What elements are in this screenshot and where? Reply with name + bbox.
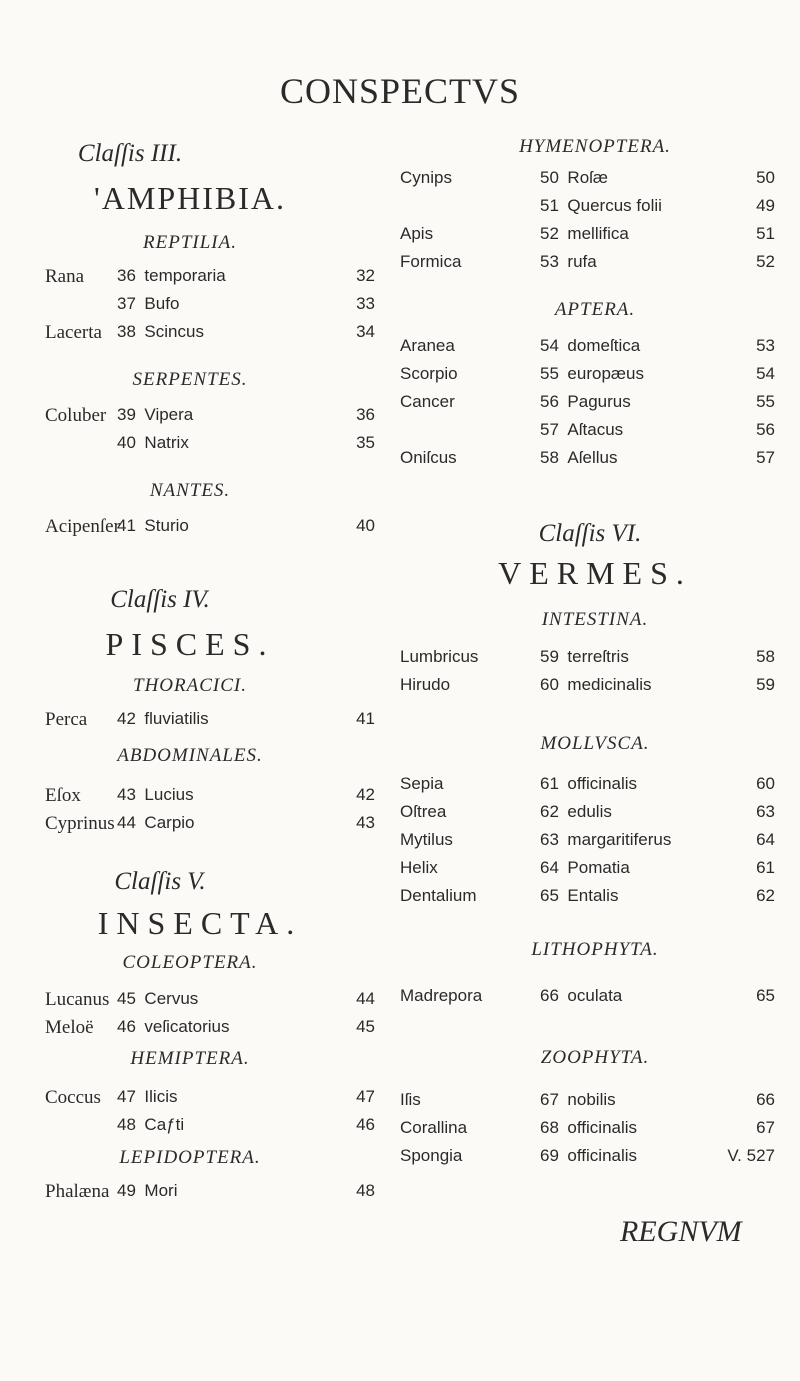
page-number: 42 xyxy=(356,785,375,804)
species-entry xyxy=(117,322,204,342)
list-item xyxy=(45,1017,375,1045)
species-number: 52 xyxy=(540,224,559,243)
list-item xyxy=(400,224,775,252)
species-number: 60 xyxy=(540,675,559,694)
species-number: 63 xyxy=(540,830,559,849)
classis-4-heading: Claſſis IV. xyxy=(110,586,210,613)
genus-name: Cynips xyxy=(400,168,452,187)
list-item xyxy=(45,989,375,1017)
species-number: 58 xyxy=(540,448,559,467)
list-item xyxy=(400,774,775,802)
species-number: 57 xyxy=(540,420,559,439)
species-number: 62 xyxy=(540,802,559,821)
species-entry xyxy=(540,168,608,188)
page-number: 56 xyxy=(756,420,775,439)
genus-name: Coccus xyxy=(45,1087,101,1108)
list-item xyxy=(45,266,375,294)
species-number: 46 xyxy=(117,1017,136,1036)
species-name: oculata xyxy=(567,986,623,1005)
list-item xyxy=(400,802,775,830)
species-name: Cervus xyxy=(144,989,199,1008)
species-number: 59 xyxy=(540,647,559,666)
page-number: 50 xyxy=(756,168,775,187)
list-item xyxy=(400,196,775,224)
species-entry xyxy=(117,516,189,536)
species-name: Aſellus xyxy=(567,448,618,467)
page-number: 34 xyxy=(356,322,375,341)
species-name: temporaria xyxy=(144,266,226,285)
species-entry xyxy=(540,858,630,878)
section-heading-thoracici: THORACICI. xyxy=(133,675,247,696)
species-name: officinalis xyxy=(567,1118,638,1137)
genus-name: Apis xyxy=(400,224,434,243)
genus-name: Oniſcus xyxy=(400,448,457,467)
list-item xyxy=(45,405,375,433)
species-number: 69 xyxy=(540,1146,559,1165)
species-name: Roſæ xyxy=(567,168,609,187)
list-item xyxy=(400,647,775,675)
species-number: 40 xyxy=(117,433,136,452)
species-name: Pomatia xyxy=(567,858,630,877)
species-number: 50 xyxy=(540,168,559,187)
page-number: 33 xyxy=(356,294,375,313)
list-item xyxy=(400,364,775,392)
species-entry xyxy=(117,785,194,805)
species-entry xyxy=(540,420,623,440)
genus-name: Aranea xyxy=(400,336,455,355)
section-heading-serpentes: SERPENTES. xyxy=(132,369,248,390)
species-entry xyxy=(117,294,179,314)
species-name: margaritiferus xyxy=(567,830,672,849)
species-entry xyxy=(540,1090,616,1110)
page-number: 62 xyxy=(756,886,775,905)
page-number: 60 xyxy=(756,774,775,793)
species-name: edulis xyxy=(567,802,612,821)
page-number: 57 xyxy=(756,448,775,467)
species-number: 42 xyxy=(117,709,136,728)
genus-name: Scorpio xyxy=(400,364,458,383)
genus-name: Phalæna xyxy=(45,1181,110,1202)
section-heading-hemiptera: HEMIPTERA. xyxy=(130,1048,250,1069)
species-entry xyxy=(117,989,198,1009)
genus-name: Acipenſer xyxy=(45,516,120,537)
species-entry xyxy=(540,224,629,244)
species-name: Ilicis xyxy=(144,1087,178,1106)
page-number: 47 xyxy=(356,1087,375,1106)
species-entry xyxy=(540,986,622,1006)
list-item xyxy=(400,830,775,858)
species-entry xyxy=(540,364,644,384)
page-number: 45 xyxy=(356,1017,375,1036)
list-item xyxy=(45,516,375,544)
species-number: 54 xyxy=(540,336,559,355)
page-number: 53 xyxy=(756,336,775,355)
classis-3-heading: Claſſis III. xyxy=(77,140,183,167)
species-entry xyxy=(117,1017,229,1037)
classis-6-heading: Claſſis VI. xyxy=(538,520,642,547)
genus-name: Spongia xyxy=(400,1146,463,1165)
species-entry xyxy=(117,1181,177,1201)
page-number: 46 xyxy=(356,1115,375,1134)
species-name: domeſtica xyxy=(567,336,641,355)
genus-name: Helix xyxy=(400,858,438,877)
list-item xyxy=(400,675,775,703)
species-number: 44 xyxy=(117,813,136,832)
genus-name: Eſox xyxy=(45,785,81,806)
species-entry xyxy=(117,709,209,729)
genus-name: Iſis xyxy=(400,1090,421,1109)
species-number: 39 xyxy=(117,405,136,424)
genus-name: Hirudo xyxy=(400,675,451,694)
page-number: 41 xyxy=(356,709,375,728)
species-entry xyxy=(540,830,671,850)
species-name: mellifica xyxy=(567,224,629,243)
list-item xyxy=(45,785,375,813)
page-number: 58 xyxy=(756,647,775,666)
genus-name: Cancer xyxy=(400,392,455,411)
section-heading-aptera: APTERA. xyxy=(554,299,636,320)
species-number: 67 xyxy=(540,1090,559,1109)
page-number: 67 xyxy=(756,1118,775,1137)
species-entry xyxy=(540,1146,637,1166)
list-item xyxy=(400,168,775,196)
page-number: 66 xyxy=(756,1090,775,1109)
species-entry xyxy=(117,433,189,453)
list-item xyxy=(45,1181,375,1209)
page-number: V. 527 xyxy=(727,1146,775,1165)
page-title: CONSPECTVS xyxy=(279,71,521,111)
genus-name: Cyprinus xyxy=(45,813,115,834)
page-number: 65 xyxy=(756,986,775,1005)
page-number: 40 xyxy=(356,516,375,535)
species-number: 37 xyxy=(117,294,136,313)
species-number: 53 xyxy=(540,252,559,271)
list-item xyxy=(400,420,775,448)
genus-name: Meloë xyxy=(45,1017,94,1038)
species-name: Entalis xyxy=(567,886,619,905)
species-name: Mori xyxy=(144,1181,178,1200)
species-name: Vipera xyxy=(144,405,194,424)
classis-5-name: INSECTA. xyxy=(97,905,303,941)
species-number: 61 xyxy=(540,774,559,793)
genus-name: Madrepora xyxy=(400,986,483,1005)
species-number: 48 xyxy=(117,1115,136,1134)
page-number: 43 xyxy=(356,813,375,832)
page-number: 32 xyxy=(356,266,375,285)
classis-6-name: VERMES. xyxy=(498,555,692,591)
species-name: veſicatorius xyxy=(144,1017,230,1036)
species-number: 55 xyxy=(540,364,559,383)
species-number: 38 xyxy=(117,322,136,341)
list-item xyxy=(400,1118,775,1146)
section-heading-lithophyta: LITHOPHYTA. xyxy=(531,939,659,960)
species-name: Natrix xyxy=(144,433,189,452)
genus-name: Oſtrea xyxy=(400,802,447,821)
species-number: 49 xyxy=(117,1181,136,1200)
species-entry xyxy=(540,774,637,794)
section-heading-lepidoptera: LEPIDOPTERA. xyxy=(119,1147,261,1168)
section-heading-mollusca: MOLLVSCA. xyxy=(540,733,650,754)
species-number: 36 xyxy=(117,266,136,285)
species-number: 64 xyxy=(540,858,559,877)
list-item xyxy=(45,294,375,322)
page-number: 61 xyxy=(756,858,775,877)
section-heading-intestina: INTESTINA. xyxy=(541,609,649,630)
genus-name: Corallina xyxy=(400,1118,468,1137)
species-name: medicinalis xyxy=(567,675,652,694)
species-number: 65 xyxy=(540,886,559,905)
section-heading-nantes: NANTES. xyxy=(149,480,231,501)
page-number: 44 xyxy=(356,989,375,1008)
page-number: 48 xyxy=(356,1181,375,1200)
species-entry xyxy=(540,647,629,667)
species-name: officinalis xyxy=(567,774,638,793)
species-number: 56 xyxy=(540,392,559,411)
genus-name: Rana xyxy=(45,266,85,287)
list-item xyxy=(45,1115,375,1143)
genus-name: Sepia xyxy=(400,774,444,793)
page-number: 35 xyxy=(356,433,375,452)
species-number: 45 xyxy=(117,989,136,1008)
species-name: rufa xyxy=(567,252,597,271)
list-item xyxy=(400,1090,775,1118)
list-item xyxy=(400,858,775,886)
species-entry xyxy=(117,266,226,286)
species-name: fluviatilis xyxy=(144,709,209,728)
section-heading-reptilia: REPTILIA. xyxy=(143,232,237,253)
species-name: Scincus xyxy=(144,322,204,341)
species-name: terreſtris xyxy=(567,647,629,666)
species-name: Pagurus xyxy=(567,392,631,411)
genus-name: Lumbricus xyxy=(400,647,479,666)
species-number: 68 xyxy=(540,1118,559,1137)
list-item xyxy=(400,986,775,1014)
species-entry xyxy=(540,196,662,216)
list-item xyxy=(400,448,775,476)
list-item xyxy=(400,886,775,914)
page-number: 64 xyxy=(756,830,775,849)
page-number: 51 xyxy=(756,224,775,243)
list-item xyxy=(45,709,375,737)
species-number: 51 xyxy=(540,196,559,215)
species-name: europæus xyxy=(567,364,644,383)
list-item xyxy=(45,433,375,461)
list-item xyxy=(400,1146,775,1174)
species-entry xyxy=(540,336,640,356)
genus-name: Lucanus xyxy=(45,989,110,1010)
species-entry xyxy=(117,1087,177,1107)
genus-name: Coluber xyxy=(45,405,107,426)
section-heading-coleoptera: COLEOPTERA. xyxy=(122,952,258,973)
section-heading-abdominales: ABDOMINALES. xyxy=(117,745,263,766)
page-number: 49 xyxy=(756,196,775,215)
genus-name: Mytilus xyxy=(400,830,453,849)
species-name: Lucius xyxy=(144,785,194,804)
species-number: 66 xyxy=(540,986,559,1005)
page-number: 55 xyxy=(756,392,775,411)
species-entry xyxy=(117,813,195,833)
section-heading-hymenoptera: HYMENOPTERA. xyxy=(519,136,671,157)
page-number: 36 xyxy=(356,405,375,424)
species-name: Carpio xyxy=(144,813,195,832)
species-entry xyxy=(540,675,652,695)
list-item xyxy=(45,322,375,350)
catchword: REGNVM xyxy=(620,1215,742,1248)
genus-name: Lacerta xyxy=(45,322,102,343)
list-item xyxy=(400,336,775,364)
species-number: 41 xyxy=(117,516,136,535)
list-item xyxy=(45,1087,375,1115)
species-entry xyxy=(540,448,618,468)
page-number: 52 xyxy=(756,252,775,271)
list-item xyxy=(45,813,375,841)
page-number: 63 xyxy=(756,802,775,821)
species-entry xyxy=(540,392,631,412)
species-entry xyxy=(540,886,618,906)
species-entry xyxy=(117,1115,184,1135)
page-number: 59 xyxy=(756,675,775,694)
species-name: Bufo xyxy=(144,294,180,313)
classis-5-heading: Claſſis V. xyxy=(114,868,206,895)
section-heading-zoophyta: ZOOPHYTA. xyxy=(540,1047,650,1068)
species-name: nobilis xyxy=(567,1090,616,1109)
species-number: 43 xyxy=(117,785,136,804)
species-name: Quercus folii xyxy=(567,196,662,215)
species-name: Caƒti xyxy=(144,1115,185,1134)
species-entry xyxy=(540,252,597,272)
species-name: officinalis xyxy=(567,1146,638,1165)
species-number: 47 xyxy=(117,1087,136,1106)
page-number: 54 xyxy=(756,364,775,383)
species-entry xyxy=(117,405,193,425)
species-name: Aſtacus xyxy=(567,420,624,439)
genus-name: Dentalium xyxy=(400,886,477,905)
species-entry xyxy=(540,802,612,822)
classis-3-name: 'AMPHIBIA. xyxy=(94,180,286,216)
classis-4-name: PISCES. xyxy=(105,626,275,662)
species-name: Sturio xyxy=(144,516,189,535)
species-entry xyxy=(540,1118,637,1138)
list-item xyxy=(400,252,775,280)
genus-name: Formica xyxy=(400,252,462,271)
list-item xyxy=(400,392,775,420)
genus-name: Perca xyxy=(45,709,88,730)
